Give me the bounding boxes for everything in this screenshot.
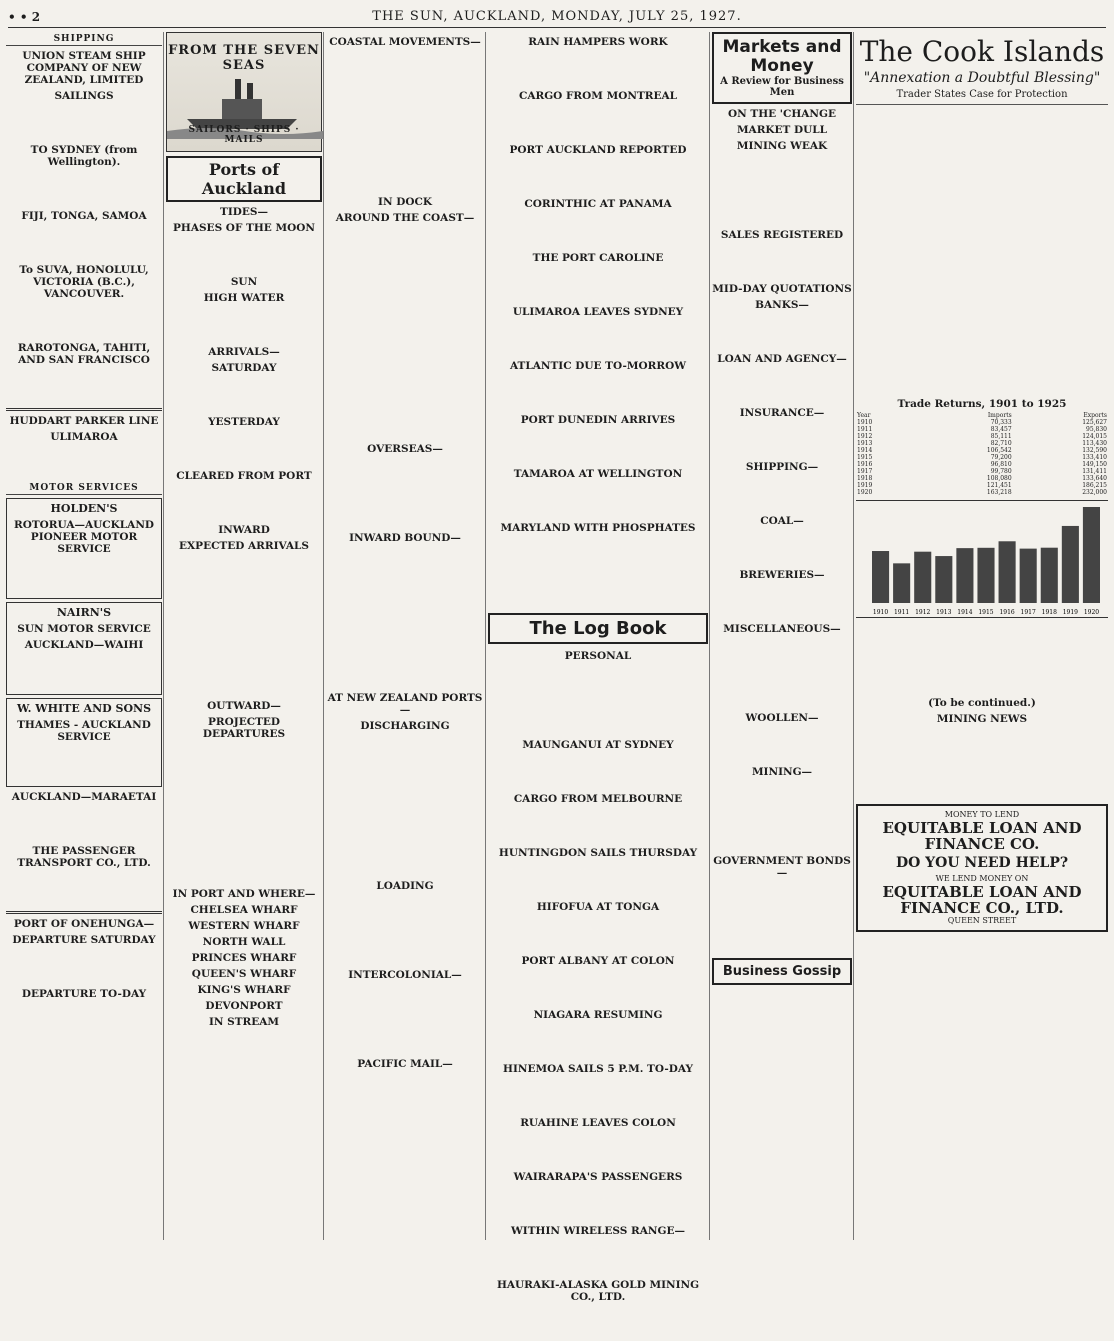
rarotonga-heading: RAROTONGA, TAHITI, AND SAN FRANCISCO — [17, 342, 151, 366]
table-row — [856, 447, 1108, 454]
inward-bound-heading: INWARD BOUND— — [349, 532, 461, 544]
chart-tick-label: 1916 — [999, 609, 1015, 616]
body-text — [488, 428, 708, 464]
chart-bar — [914, 552, 931, 603]
expected-heading: EXPECTED ARRIVALS — [179, 540, 309, 552]
coastal-heading: COASTAL MOVEMENTS— — [329, 36, 481, 48]
body-text — [488, 374, 708, 410]
body-text — [712, 154, 852, 225]
passenger-heading: THE PASSENGER TRANSPORT CO., LTD. — [17, 845, 151, 869]
table-cell: 1916 — [857, 461, 873, 468]
body-text — [6, 445, 162, 481]
body-text — [6, 302, 162, 338]
body-text — [166, 430, 322, 466]
body-text — [6, 104, 162, 140]
sun-heading: SUN — [230, 276, 258, 288]
table-cell: 133,640 — [1082, 475, 1107, 482]
body-text — [488, 50, 708, 86]
table-cell: 1914 — [857, 447, 873, 454]
motor-services-title: MOTOR SERVICES — [6, 483, 162, 495]
column-shipping — [6, 32, 162, 1240]
table-cell: 1911 — [857, 426, 873, 433]
chart-bar — [893, 563, 910, 603]
phases-heading: PHASES OF THE MOON — [173, 222, 315, 234]
table-cell: 106,542 — [986, 447, 1012, 454]
body-text — [712, 881, 852, 952]
cleared-heading: CLEARED FROM PORT — [176, 470, 312, 482]
table-cell: 1917 — [857, 468, 873, 475]
table-cell: 133,410 — [1082, 454, 1107, 461]
body-text — [712, 583, 852, 619]
table-header-cell: Year — [857, 412, 871, 419]
table-cell: 186,215 — [1082, 482, 1107, 489]
body-text — [712, 529, 852, 565]
body-text — [712, 313, 852, 349]
body-text — [488, 320, 708, 356]
in-dock-heading: IN DOCK — [378, 196, 432, 208]
body-text — [326, 50, 484, 192]
around-heading: AROUND THE COAST— — [335, 212, 475, 224]
chart-bar — [1083, 507, 1100, 603]
table-row — [856, 489, 1108, 496]
trade-returns-heading: Trade Returns, 1901 to 1925 — [897, 398, 1067, 410]
body-text — [10, 557, 158, 593]
chart-tick-label: 1918 — [1041, 609, 1057, 616]
tides-heading: TIDES— — [220, 206, 268, 218]
masthead — [8, 6, 1106, 28]
cook-subtitle: "Annexation a Doubtful Blessing" — [863, 70, 1101, 86]
body-text — [488, 861, 708, 897]
body-text — [326, 734, 484, 876]
column-news: RAIN HAMPERS WORK CARGO FROM MONTREAL PORT AUCKLAND REPORTED CORINTHIC AT PANAMA THE PORT CAROLINE ULIMAROA LEAVES SYDNEY ATLANTIC DUE TO-MORROW PORT DUNEDIN ARRIVES TAMAROA AT WELLINGTON MARYLAND WITH PHOSPHATES The Log Book PERSONAL MAUNGANUI AT SYDNEY CARGO FROM MELBOURNE HUNTINGDON SAILS THURSDAY HIFOFUA AT TONGA PORT ALBANY AT COLON NIAGARA RESUMING HINEMOA SAILS 5 P.M. TO-DAY RUAHINE LEAVES COLON WAIRARAPA'S PASSENGERS WITHIN WIRELESS RANGE— HAURAKI-ALASKA GOLD MINING CO., LTD. — [488, 32, 708, 1240]
body-text — [488, 1131, 708, 1167]
nz-ports-heading: AT NEW ZEALAND PORTS— — [327, 692, 483, 716]
ports-of-auckland-title: Ports of Auckland — [166, 156, 322, 202]
business-gossip-title: Business Gossip — [712, 958, 852, 985]
body-text — [6, 805, 162, 841]
body-text — [856, 727, 1108, 798]
table-cell: 108,080 — [986, 475, 1012, 482]
body-text — [6, 224, 162, 260]
chart-bar — [1041, 548, 1058, 603]
pacific-heading: PACIFIC MAIL— — [357, 1058, 453, 1070]
paper-title: THE SUN, AUCKLAND, MONDAY, JULY 25, 1927. — [372, 9, 742, 24]
table-cell: 1913 — [857, 440, 873, 447]
chart-tick-label: 1919 — [1062, 609, 1079, 616]
white-ad: W. WHITE AND SONS THAMES - AUCKLAND SERVICE — [6, 698, 162, 787]
table-cell: 96,810 — [990, 461, 1012, 468]
column-coastal: COASTAL MOVEMENTS— IN DOCK AROUND THE COAST— OVERSEAS— INWARD BOUND— AT NEW ZEALAND PORTS— DISCHARGING LOADING INTERCOLONIAL— PACIFIC MAIL— — [326, 32, 484, 1240]
table-cell: 1912 — [857, 433, 873, 440]
table-row — [856, 440, 1108, 447]
table-row — [856, 468, 1108, 475]
body-text — [488, 1023, 708, 1059]
markets-money-box: Markets and Money A Review for Business Men — [712, 32, 852, 104]
chart-tick-label: 1915 — [978, 609, 994, 616]
body-text — [712, 637, 852, 708]
table-cell: 1918 — [857, 475, 873, 482]
body-text — [488, 212, 708, 248]
table-header-cell: Imports — [987, 412, 1012, 419]
sailings-heading: SAILINGS — [54, 90, 114, 102]
holdens-ad: HOLDEN'S ROTORUA—AUCKLAND PIONEER MOTOR SERVICE — [6, 498, 162, 599]
chart-tick-label: 1913 — [936, 609, 952, 616]
cook-islands-title: The Cook Islands — [859, 35, 1105, 68]
table-cell: 163,218 — [986, 489, 1012, 496]
body-text — [488, 807, 708, 843]
table-cell: 113,430 — [1082, 440, 1107, 447]
sydney-heading: TO SYDNEY (from Wellington). — [30, 144, 138, 168]
union-heading: UNION STEAM SHIP COMPANY OF NEW ZEALAND, LIMITED — [22, 50, 146, 86]
table-cell: 82,710 — [990, 440, 1012, 447]
table-cell: 1915 — [857, 454, 873, 461]
trade-chart — [856, 500, 1108, 618]
body-text — [166, 376, 322, 412]
body-text — [712, 243, 852, 279]
chart-tick-label: 1910 — [872, 609, 889, 616]
departure-today-heading: DEPARTURE TO-DAY — [21, 988, 147, 1000]
ulimaroa-heading: ULIMAROA — [50, 431, 118, 443]
cook-subtitle-2: Trader States Case for Protection — [896, 89, 1068, 100]
chart-bar — [1062, 526, 1079, 603]
body-text — [326, 546, 484, 688]
chart-bar — [1020, 549, 1037, 603]
body-text — [712, 726, 852, 762]
body-text — [166, 554, 322, 696]
body-text — [326, 226, 484, 439]
body-text — [6, 170, 162, 206]
chart-tick-label: 1914 — [957, 609, 973, 616]
body-text — [6, 368, 162, 404]
table-cell: 132,590 — [1082, 447, 1107, 454]
chart-bar — [999, 541, 1016, 603]
column-cook-islands: The Cook Islands "Annexation a Doubtful Blessing" Trader States Case for Protection Trade Returns, 1901 to 1925 Year Imports Exports 1910 70,333 125,627 1911 83,457 95,830 1912 85,111 124,015 1913 82,710 113,430 1914 106,542 132,590 1915 79,200 133,410 1916 96,810 149,150 1917 99,780 131,411 1918 108,080 133,640 1919 121,451 186,215 1920 163,218 232,000 1910 1911 1912 1913 1914 1915 1916 1917 1918 1919 1920 (To be continued.) MINING NEWS MONEY TO LEND EQUITABLE LOAN AND FINANCE CO. DO YOU NEED HELP? WE LEND MONEY ON EQUITABLE LOAN AND FINANCE CO., LTD. QUEEN STREET — [856, 32, 1108, 1240]
table-cell: 1919 — [857, 482, 873, 489]
body-text — [488, 266, 708, 302]
chart-bar — [872, 551, 889, 603]
trade-table — [856, 412, 1108, 496]
column-markets: Markets and Money A Review for Business Men ON THE 'CHANGE MARKET DULL MINING WEAK SALES REGISTERED MID-DAY QUOTATIONS BANKS— LOAN AND AGENCY— INSURANCE— SHIPPING— COAL— BREWERIES— MISCELLANEOUS— WOOLLEN— MINING— GOVERNMENT BONDS— Business Gossip — [712, 32, 852, 1240]
chart-bar — [977, 548, 994, 603]
table-cell: 131,411 — [1082, 468, 1107, 475]
body-text — [712, 780, 852, 851]
table-row — [856, 433, 1108, 440]
nairns-ad: NAIRN'S SUN MOTOR SERVICE AUCKLAND—WAIHI — [6, 602, 162, 695]
body-text — [10, 745, 158, 781]
body-text — [712, 475, 852, 511]
body-text — [488, 915, 708, 951]
body-text — [488, 536, 708, 607]
body-text — [326, 457, 484, 528]
body-text — [712, 421, 852, 457]
page-number: • • 2 — [8, 9, 41, 24]
maraetai-heading: AUCKLAND—MARAETAI — [11, 791, 157, 803]
table-cell: 85,111 — [990, 433, 1012, 440]
inward-heading: INWARD — [218, 524, 270, 536]
arrivals-heading: ARRIVALS— — [208, 346, 280, 358]
equitable-ad: MONEY TO LEND EQUITABLE LOAN AND FINANCE CO. DO YOU NEED HELP? WE LEND MONEY ON EQUITABLE LOAN AND FINANCE CO., LTD. QUEEN STREET — [856, 804, 1108, 932]
table-row — [856, 482, 1108, 489]
outward-heading: OUTWARD— — [207, 700, 281, 712]
table-header-cell: Exports — [1083, 412, 1107, 419]
body-text — [488, 1185, 708, 1221]
onehunga-heading: PORT OF ONEHUNGA— — [13, 918, 155, 930]
log-book-title: The Log Book — [488, 613, 708, 644]
body-text — [166, 236, 322, 272]
huddart-heading: HUDDART PARKER LINE — [9, 415, 159, 427]
body-text — [488, 664, 708, 735]
fiji-heading: FIJI, TONGA, SAMOA — [21, 210, 147, 222]
table-cell: 95,830 — [1086, 426, 1107, 433]
body-text — [488, 753, 708, 789]
body-text — [856, 252, 1108, 394]
body-text — [166, 1030, 322, 1066]
section-title: SHIPPING — [6, 34, 162, 46]
table-cell: 79,200 — [990, 454, 1012, 461]
trade-chart-svg — [856, 501, 1108, 617]
body-text — [10, 653, 158, 689]
table-cell: 83,457 — [990, 426, 1012, 433]
chart-tick-label: 1917 — [1020, 609, 1036, 616]
body-text — [856, 622, 1108, 693]
table-cell: 124,015 — [1082, 433, 1107, 440]
departure-sat-heading: DEPARTURE SATURDAY — [12, 934, 156, 946]
suva-heading: To SUVA, HONOLULU, VICTORIA (B.C.), VANCOUVER. — [19, 264, 149, 300]
high-water-heading: HIGH WATER — [203, 292, 285, 304]
intercolonial-heading: INTERCOLONIAL— — [348, 969, 462, 981]
chart-bar — [935, 556, 952, 603]
body-text — [326, 894, 484, 965]
body-text — [166, 484, 322, 520]
table-cell: 1910 — [857, 419, 873, 426]
body-text — [712, 367, 852, 403]
body-text — [488, 482, 708, 518]
table-row — [856, 475, 1108, 482]
body-text — [6, 1002, 162, 1073]
body-text — [326, 983, 484, 1054]
body-text — [856, 108, 1108, 250]
body-text — [488, 969, 708, 1005]
chart-tick-label: 1912 — [915, 609, 931, 616]
table-cell: 1920 — [857, 489, 873, 496]
body-text — [488, 158, 708, 194]
table-cell: 149,150 — [1082, 461, 1107, 468]
table-row — [856, 454, 1108, 461]
table-cell: 99,780 — [990, 468, 1012, 475]
body-text — [488, 1239, 708, 1275]
seven-seas-banner: FROM THE SEVEN SEAS SAILORS · SHIPS · MAILS — [166, 32, 322, 152]
table-cell: 70,333 — [990, 419, 1012, 426]
body-text — [488, 1305, 708, 1341]
table-row — [856, 461, 1108, 468]
body-text — [326, 1072, 484, 1143]
body-text — [712, 991, 852, 1133]
projected-heading: PROJECTED DEPARTURES — [202, 716, 286, 740]
chart-tick-label: 1911 — [893, 609, 910, 616]
table-cell: 125,627 — [1082, 419, 1107, 426]
table-row — [856, 419, 1108, 426]
chart-tick-label: 1920 — [1083, 609, 1100, 616]
in-port-heading: IN PORT AND WHERE— — [172, 888, 316, 900]
overseas-heading: OVERSEAS— — [367, 443, 443, 455]
body-text — [488, 104, 708, 140]
table-cell: 232,000 — [1082, 489, 1107, 496]
table-header — [856, 412, 1108, 419]
chart-bar — [956, 548, 973, 603]
body-text — [6, 948, 162, 984]
body-text — [166, 742, 322, 884]
body-text — [488, 1077, 708, 1113]
body-text — [6, 871, 162, 907]
body-text — [166, 306, 322, 342]
column-ports: FROM THE SEVEN SEAS SAILORS · SHIPS · MAILS Ports of Auckland TIDES— PHASES OF THE MOON SUN HIGH WATER ARRIVALS— SATURDAY YESTERDAY CLEARED FROM PORT INWARD EXPECTED ARRIVALS OUTWARD— PROJECTED DEPARTURES IN PORT AND WHERE— CHELSEA WHARF WESTERN WHARF NORTH WALL PRINCES WHARF QUEEN'S WHARF KING'S WHARF DEVONPORT IN STREAM — [166, 32, 322, 1240]
table-row — [856, 426, 1108, 433]
table-cell: 121,451 — [986, 482, 1012, 489]
